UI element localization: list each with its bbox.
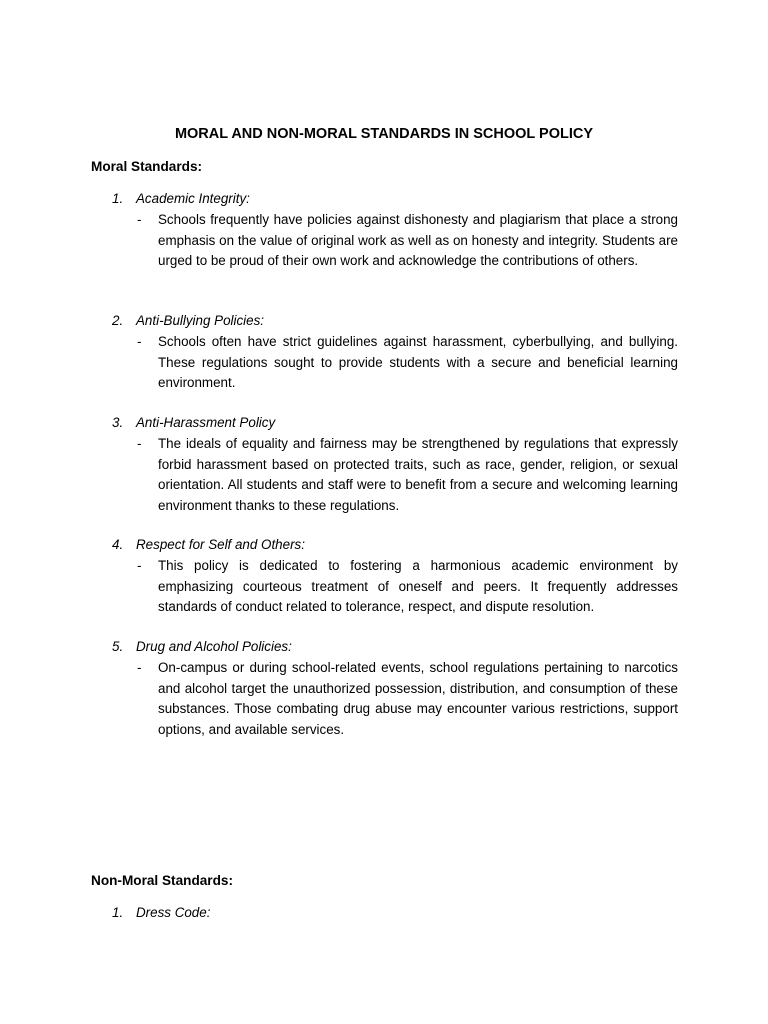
dash-bullet: - bbox=[137, 334, 142, 349]
item-title bbox=[112, 311, 678, 331]
item-name: Drug and Alcohol Policies: bbox=[136, 639, 292, 654]
item-number: 3. bbox=[112, 415, 124, 430]
item-title bbox=[112, 903, 678, 923]
item-description: On-campus or during school-related events, school regulations pertaining to narcotics and alcohol target the unauthorized possession, distribution, and consumption of these substances. Those combating drug abuse may encounter various restrictions, support options, and available services. bbox=[158, 660, 678, 737]
item-name: Dress Code: bbox=[136, 905, 211, 920]
item-number: 2. bbox=[112, 313, 124, 328]
item-description: Schools frequently have policies against dishonesty and plagiarism that place a strong emphasis on the value of original work as well as on honesty and integrity. Students are urged to be proud of their own work and acknowledge the contributions of others. bbox=[158, 212, 678, 269]
bullet-row bbox=[112, 210, 678, 272]
bullet-row bbox=[112, 332, 678, 394]
item-description: This policy is dedicated to fostering a harmonious academic environment by emphasizing courteous treatment of oneself and peers. It frequently addresses standards of conduct related to tolerance, respect, and dispute resolution. bbox=[158, 558, 678, 615]
item-title bbox=[112, 413, 678, 433]
dash-bullet: - bbox=[137, 558, 142, 573]
non-moral-standards-heading: Non-Moral Standards: bbox=[91, 873, 233, 888]
bullet-row bbox=[112, 658, 678, 740]
list-item bbox=[112, 413, 678, 516]
item-title bbox=[112, 637, 678, 657]
dash-bullet: - bbox=[137, 212, 142, 227]
moral-standards-heading: Moral Standards: bbox=[91, 159, 203, 174]
item-name: Respect for Self and Others: bbox=[136, 537, 305, 552]
page-title: MORAL AND NON-MORAL STANDARDS IN SCHOOL POLICY bbox=[174, 126, 594, 142]
list-item bbox=[112, 535, 678, 618]
list-item bbox=[112, 311, 678, 394]
item-number: 1. bbox=[112, 191, 124, 206]
bullet-row bbox=[112, 434, 678, 516]
list-item bbox=[112, 637, 678, 740]
dash-bullet: - bbox=[137, 436, 142, 451]
item-number: 1. bbox=[112, 905, 124, 920]
item-name: Anti-Harassment Policy bbox=[136, 415, 276, 430]
item-name: Anti-Bullying Policies: bbox=[136, 313, 265, 328]
item-number: 4. bbox=[112, 537, 124, 552]
item-description: The ideals of equality and fairness may be strengthened by regulations that expressly forbid harassment based on protected traits, such as race, gender, religion, or sexual orientation. All students and staff were to benefit from a secure and welcoming learning environment thanks to these regulations. bbox=[158, 436, 678, 513]
item-title bbox=[112, 189, 678, 209]
list-item bbox=[112, 903, 678, 923]
list-item bbox=[112, 189, 678, 272]
item-number: 5. bbox=[112, 639, 124, 654]
dash-bullet: - bbox=[137, 660, 142, 675]
item-title bbox=[112, 535, 678, 555]
item-description: Schools often have strict guidelines against harassment, cyberbullying, and bullying. These regulations sought to provide students with a secure and beneficial learning environment. bbox=[158, 334, 678, 391]
bullet-row bbox=[112, 556, 678, 618]
item-name: Academic Integrity: bbox=[136, 191, 250, 206]
